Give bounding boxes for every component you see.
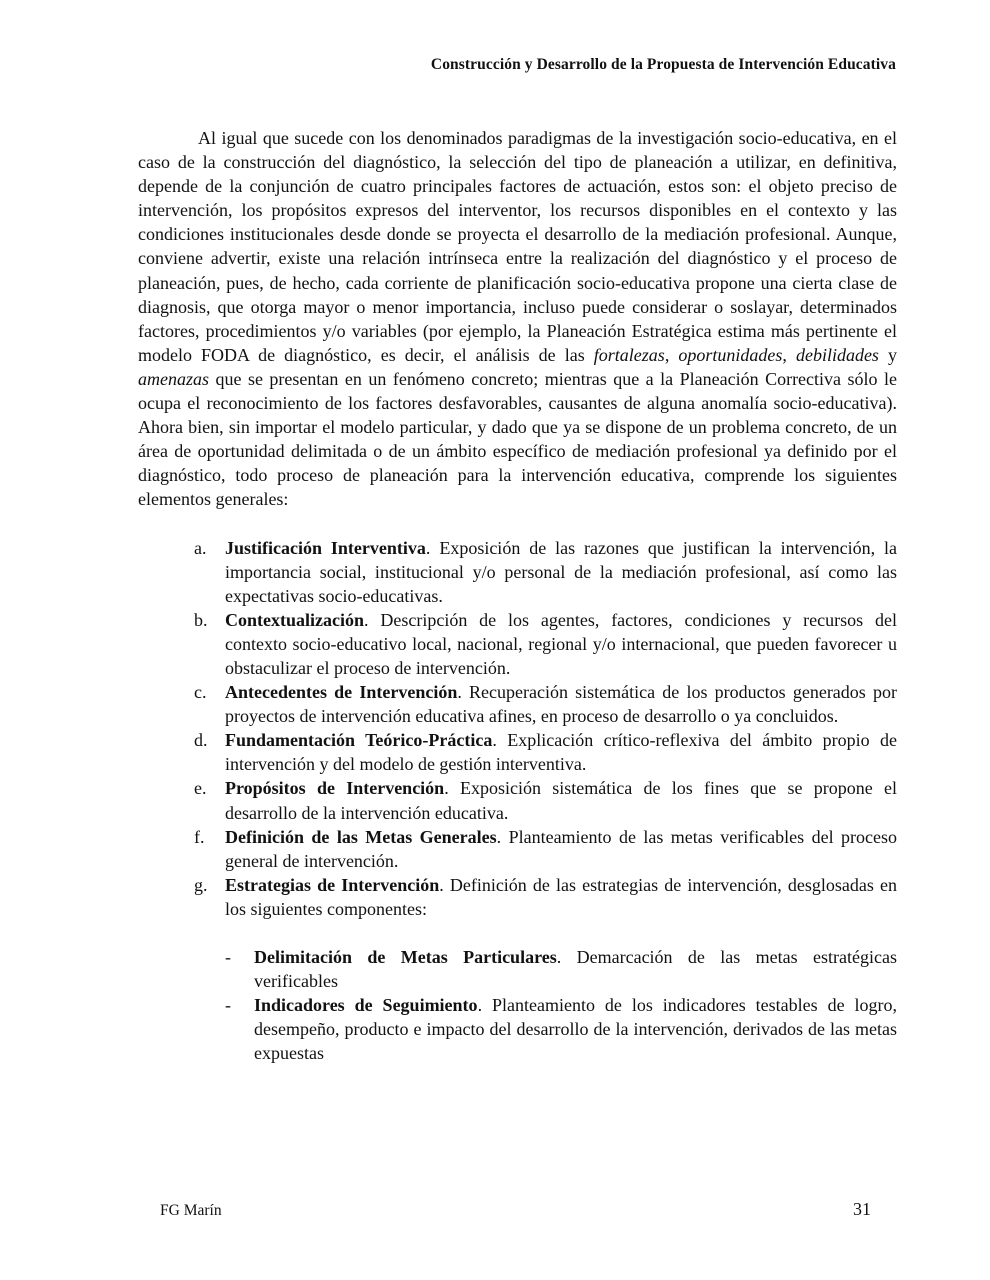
- list-item-text: . Recuperación sistemática de los productos generados por proyectos de intervención educativa afines, en proceso de desarrollo o ya concluidos.: [225, 682, 897, 727]
- intro-paragraph: [138, 126, 897, 512]
- list-marker: d.: [194, 730, 208, 751]
- paragraph-separator: ,: [664, 344, 679, 365]
- paragraph-separator: ,: [782, 344, 796, 365]
- list-marker: a.: [194, 537, 207, 558]
- list-item: [138, 536, 897, 608]
- list-item-text: . Planteamiento de las metas verificables del proceso general de intervención.: [225, 826, 897, 871]
- paragraph-text-1: Al igual que sucede con los denominados paradigmas de la investigación socio-educativa, en el caso de la construcción del diagnóstico, la selección del tipo de planeación a utilizar, en definitiva, depende de la conjunción de cuatro principales factores de actuación, estos son: el objeto preciso de intervención, los propósitos expresos del interventor, los recursos disponibles en el contexto y las condiciones institucionales desde donde se proyecta el desarrollo de la mediación profesional. Aunque, conviene advertir, existe una relación intrínseca entre la realización del diagnóstico y el proceso de planeación, pues, de hecho, cada corriente de planificación socio-educativa propone una cierta clase de diagnosis, que otorga mayor o menor importancia, incluso puede considerar o soslayar, determinados factores, procedimientos y/o variables (por ejemplo, la Planeación Estratégica estima más pertinente el modelo FODA de diagnóstico, es decir, el análisis de las: [138, 128, 897, 365]
- footer-author: FG Marín: [160, 1202, 222, 1219]
- list-item-text: . Exposición sistemática de los fines que se propone el desarrollo de la intervención educativa.: [225, 778, 897, 823]
- dash-bullet: -: [225, 947, 231, 967]
- list-item-text: . Exposición de las razones que justifican la intervención, la importancia social, institucional y/o personal de la mediación profesional, así como las expectativas socio-educativas.: [225, 537, 898, 606]
- list-item: [138, 608, 897, 680]
- list-item-term: Estrategias de Intervención: [225, 874, 440, 895]
- list-item-term: Antecedentes de Intervención: [225, 682, 458, 703]
- list-marker: b.: [194, 609, 208, 630]
- italic-term-debilidades: debilidades: [795, 344, 879, 365]
- page-number: 31: [853, 1199, 871, 1219]
- italic-term-amenazas: amenazas: [138, 368, 209, 389]
- list-marker: c.: [194, 682, 207, 703]
- sub-list-item-text: . Planteamiento de los indicadores testables de logro, desempeño, producto e impacto del desarrollo de la intervención, derivados de las metas expuestas: [254, 995, 898, 1064]
- list-item: [138, 728, 897, 776]
- list-item-term: Justificación Interventiva: [225, 537, 426, 558]
- sub-list-item-term: Indicadores de Seguimiento: [254, 995, 478, 1016]
- list-item: [138, 680, 897, 728]
- list-item-text: . Definición de las estrategias de intervención, desglosadas en los siguientes componentes:: [225, 874, 897, 919]
- strategy-components-list: [225, 945, 897, 1065]
- sub-list-item-text: . Demarcación de las metas estratégicas verificables: [254, 947, 897, 992]
- list-marker: g.: [194, 874, 208, 895]
- sub-list-item-term: Delimitación de Metas Particulares: [254, 947, 557, 967]
- main-content: [138, 126, 897, 1065]
- list-item: [138, 776, 897, 824]
- running-header: Construcción y Desarrollo de la Propuesta de Intervención Educativa: [430, 56, 896, 73]
- list-marker: e.: [194, 778, 207, 799]
- list-item: [138, 873, 897, 1066]
- sub-list-item: [225, 993, 897, 1065]
- general-elements-list: [138, 536, 897, 1066]
- italic-term-oportunidades: oportunidades: [678, 344, 783, 365]
- paragraph-separator: y: [878, 344, 898, 365]
- list-item-term: Propósitos de Intervención: [225, 778, 445, 799]
- list-item-term: Definición de las Metas Generales: [225, 826, 497, 847]
- list-item-term: Fundamentación Teórico-Práctica: [225, 730, 493, 751]
- paragraph-text-2: que se presentan en un fenómeno concreto; mientras que a la Planeación Correctiva sólo le ocupa el reconocimiento de los factores desfavorables, causantes de alguna anomalía socio-educativa). Ahora bien, sin importar el modelo particular, y dado que ya se dispone de un problema concreto, de un área de oportunidad delimitada o de un ámbito específico de mediación profesional ya definido por el diagnóstico, todo proceso de planeación para la intervención educativa, comprende los siguientes elementos generales:: [138, 368, 897, 510]
- sub-list-item: [225, 945, 897, 993]
- list-marker: f.: [194, 826, 205, 847]
- list-item-term: Contextualización: [225, 609, 364, 630]
- italic-term-fortalezas: fortalezas: [593, 344, 665, 365]
- dash-bullet: -: [225, 995, 231, 1016]
- list-item: [138, 825, 897, 873]
- list-item-text: . Explicación crítico-reflexiva del ámbito propio de intervención y del modelo de gestión interventiva.: [225, 730, 897, 775]
- list-item-text: . Descripción de los agentes, factores, condiciones y recursos del contexto socio-educativo local, nacional, regional y/o internacional, que pueden favorecer u obstaculizar el proceso de intervención.: [225, 609, 897, 678]
